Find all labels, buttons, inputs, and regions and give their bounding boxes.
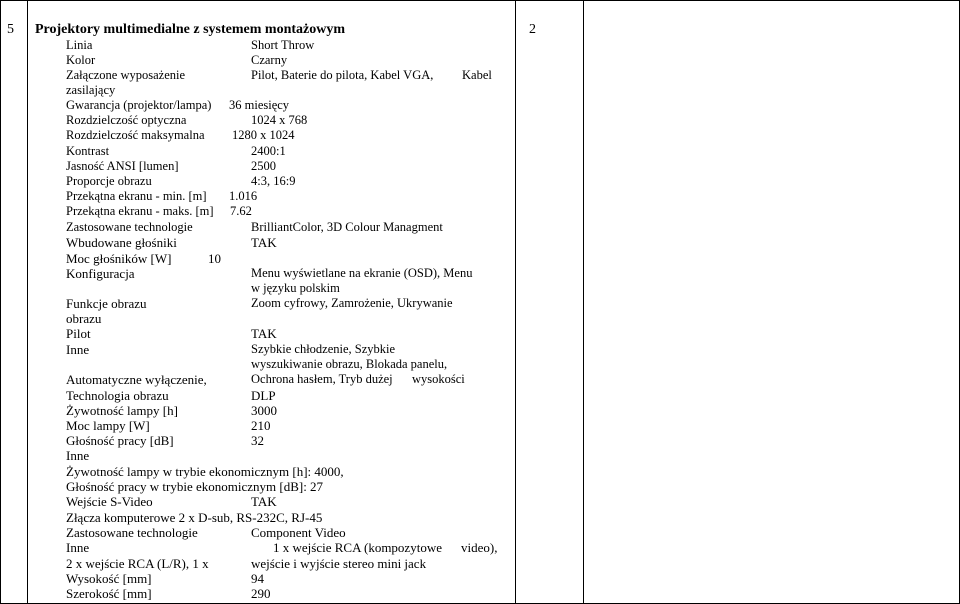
spec-label: Wbudowane głośniki <box>66 235 177 250</box>
spec-label: obrazu <box>66 311 102 326</box>
spec-line: Żywotność lampy w trybie ekonomicznym [h]: 4000, <box>66 464 344 479</box>
spec-value: wysokości <box>412 372 465 386</box>
spec-value: 3000 <box>251 403 277 418</box>
spec-value: 210 <box>251 418 271 433</box>
spec-value: zasilający <box>66 83 116 97</box>
spec-label: Załączone wyposażenie <box>66 68 186 82</box>
spec-value: Ochrona hasłem, Tryb dużej <box>251 372 393 386</box>
spec-line: Głośność pracy w trybie ekonomicznym [dB]: 27 <box>66 479 324 494</box>
column-divider-1 <box>27 0 28 604</box>
spec-label: Zastosowane technologie <box>66 220 193 234</box>
spec-value: 2 x wejście RCA (L/R), 1 x <box>66 556 209 571</box>
spec-label: Przekątna ekranu - maks. [m] <box>66 204 214 218</box>
spec-value: wyszukiwanie obrazu, Blokada panelu, <box>251 357 448 371</box>
spec-value: Automatyczne wyłączenie, <box>66 372 207 387</box>
spec-label: Gwarancja (projektor/lampa) <box>66 98 212 112</box>
column-divider-3 <box>583 0 584 604</box>
spec-label: Moc głośników [W] <box>66 251 172 266</box>
spec-label: Technologia obrazu <box>66 388 169 403</box>
item-title: Projektory multimedialne z systemem montażowym <box>35 22 346 37</box>
spec-value: Zoom cyfrowy, Zamrożenie, Ukrywanie <box>251 296 453 310</box>
spec-label: Moc lampy [W] <box>66 418 150 433</box>
spec-label: Proporcje obrazu <box>66 174 152 188</box>
spec-value: w języku polskim <box>251 281 340 295</box>
spec-value: Czarny <box>251 53 288 67</box>
spec-value: 32 <box>251 433 264 448</box>
spec-value: 7.62 <box>230 204 252 218</box>
spec-value: 10 <box>208 251 221 266</box>
spec-value: TAK <box>251 235 277 250</box>
spec-label: Kontrast <box>66 144 110 158</box>
spec-label: Wejście S-Video <box>66 494 153 509</box>
spec-label: Inne <box>66 540 90 555</box>
spec-value: 1280 x 1024 <box>232 128 295 142</box>
row-number: 5 <box>7 22 14 37</box>
spec-value: 2500 <box>251 159 276 173</box>
spec-value: 290 <box>251 586 271 601</box>
spec-value: 94 <box>251 571 264 586</box>
spec-line: Złącza komputerowe 2 x D-sub, RS-232C, RJ-45 <box>66 510 323 525</box>
spec-label: Szerokość [mm] <box>66 586 152 601</box>
spec-value: Szybkie chłodzenie, Szybkie <box>251 342 396 356</box>
spec-value: wejście i wyjście stereo mini jack <box>251 556 427 571</box>
spec-label: Zastosowane technologie <box>66 525 198 540</box>
spec-label: Głośność pracy [dB] <box>66 433 174 448</box>
item-quantity: 2 <box>529 22 536 37</box>
spec-label: Przekątna ekranu - min. [m] <box>66 189 207 203</box>
spec-label: Rozdzielczość maksymalna <box>66 128 205 142</box>
spec-value: TAK <box>251 326 277 341</box>
spec-value: BrilliantColor, 3D Colour Managment <box>251 220 443 234</box>
spec-label: Żywotność lampy [h] <box>66 403 178 418</box>
spec-value: 1.016 <box>229 189 258 203</box>
spec-label: Wysokość [mm] <box>66 571 152 586</box>
spec-value: 2400:1 <box>251 144 286 158</box>
spec-value: Kabel <box>462 68 492 82</box>
spec-label: Funkcje obrazu <box>66 296 147 311</box>
spec-label: Jasność ANSI [lumen] <box>66 159 179 173</box>
spec-value: 1024 x 768 <box>251 113 308 127</box>
spec-value: 36 miesięcy <box>229 98 290 112</box>
spec-label: Rozdzielczość optyczna <box>66 113 187 127</box>
spec-label: Linia <box>66 38 93 52</box>
spec-label: Inne <box>66 448 90 463</box>
spec-value: Short Throw <box>251 38 315 52</box>
spec-label: Inne <box>66 342 90 357</box>
spec-value: Pilot, Baterie do pilota, Kabel VGA, <box>251 68 434 82</box>
spec-value: TAK <box>251 494 277 509</box>
spec-value: Menu wyświetlane na ekranie (OSD), Menu <box>251 266 473 280</box>
spec-label: Kolor <box>66 53 96 67</box>
spec-label: Konfiguracja <box>66 266 135 281</box>
spec-label: Pilot <box>66 326 91 341</box>
spec-value: Component Video <box>251 525 346 540</box>
spec-value: DLP <box>251 388 276 403</box>
spec-value: 1 x wejście RCA (kompozytowe <box>273 540 442 555</box>
spec-value: video), <box>461 540 498 555</box>
column-divider-2 <box>515 0 516 604</box>
spec-value: 4:3, 16:9 <box>251 174 296 188</box>
